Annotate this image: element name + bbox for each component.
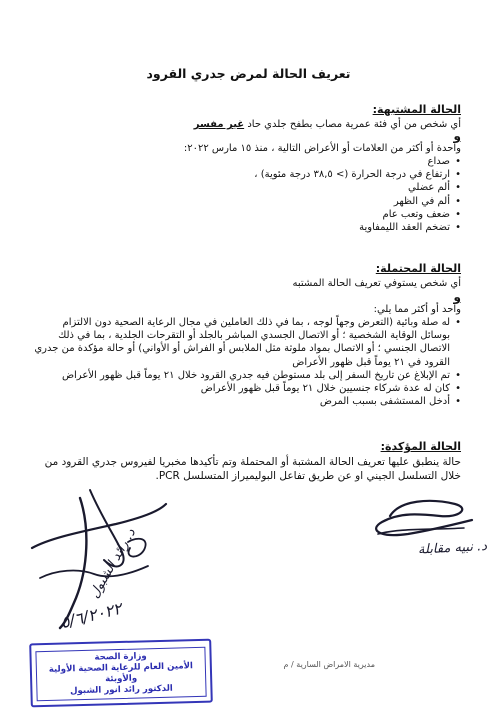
list-item: • أدخل المستشفى بسبب المرض [31, 395, 461, 408]
list-item: • تضخم العقد الليمفاوية [31, 221, 461, 234]
list-item: • كان له عدة شركاء جنسيين خلال ٢١ يوماً قبل ظهور الأعراض [31, 382, 461, 395]
list-item: • ارتفاع في درجة الحرارة (> ٣٨,٥ درجة مئوية) ، [31, 168, 461, 181]
stamp-inner-border [35, 647, 206, 701]
stamp-line-name: الدكتور رائد انور الشبول [69, 683, 173, 697]
symptoms-list [31, 155, 461, 234]
stamp-line-ministry: وزارة الصحة [94, 651, 147, 663]
suspected-intro-emphasis: غير مفسر [193, 119, 245, 130]
handwritten-date: ٥/٦/٢٠٢٢ [58, 598, 124, 633]
suspected-and-connector: و [453, 129, 461, 143]
right-signature [360, 494, 480, 584]
official-stamp [29, 639, 213, 708]
list-item: • ألم في الظهر [31, 195, 461, 208]
confirmed-case-heading: الحالة المؤكدة: [380, 440, 461, 453]
suspected-case-section [31, 103, 461, 234]
probable-case-heading: الحالة المحتملة: [375, 262, 461, 275]
list-item: • ألم عضلي [31, 181, 461, 194]
probable-and-connector: و [453, 290, 461, 304]
suspected-case-heading: الحالة المشتبهة: [372, 103, 461, 116]
suspected-case-intro [31, 118, 461, 131]
confirmed-case-section [31, 440, 461, 483]
stamp-line-title: الأمين العام للرعاية الصحية الأولية والأوبئة [48, 661, 194, 685]
footer-department-text: مديرية الامراض السارية / م [283, 660, 375, 669]
probable-criteria-list [31, 316, 461, 408]
list-item: • صداع [31, 155, 461, 168]
confirmed-case-text: حالة ينطبق عليها تعريف الحالة المشتبة أو المحتملة وتم تأكيدها مخبريا لفيروس جدري القرود من خلال التسلسل الجيني او عن طريق تفاعل البوليميراز المتسلسل PCR. [44, 456, 461, 482]
probable-case-section [31, 262, 461, 408]
suspected-criteria-intro: واحدة أو أكثر من العلامات أو الأعراض التالية ، منذ ١٥ مارس ٢٠٢٢: [183, 143, 461, 154]
right-signature-name: د. نبيه مقابلة [417, 539, 488, 558]
document-title: تعريف الحالة لمرض جدري القرود [146, 66, 351, 81]
left-signature-name: د. رائد الشبول [87, 526, 139, 601]
probable-case-intro: أي شخص يستوفي تعريف الحالة المشتبه [292, 278, 461, 289]
list-item: • ضعف وتعب عام [31, 208, 461, 221]
probable-criteria-intro: واحد أو أكثر مما يلي: [373, 304, 461, 315]
suspected-intro-text: أي شخص من أي فئة عمرية مصاب بطفح جلدي حاد [247, 119, 461, 130]
list-item: • تم الإبلاغ عن تاريخ السفر إلى بلد مستوطن فيه جدري القرود خلال ٢١ يوماً قبل ظهور الأعراض [31, 369, 461, 382]
list-item: • له صلة وبائية (التعرض وجهاً لوجه ، بما في ذلك العاملين في مجال الرعاية الصحية دون الالتزام بوسائل الوقاية الشخصية ؛ أو الاتصال الجسدي المباشر بالجلد أو التقرحات الجلدية ، بما في ذلك الاتصال الجنسي ؛ أو الاتصال بمواد ملوثة مثل الملابس أو الفراش أو الأواني) أو حالة مؤكدة من جدري القرود في ٢١ يوماً قبل ظهور الأعراض [31, 316, 461, 369]
